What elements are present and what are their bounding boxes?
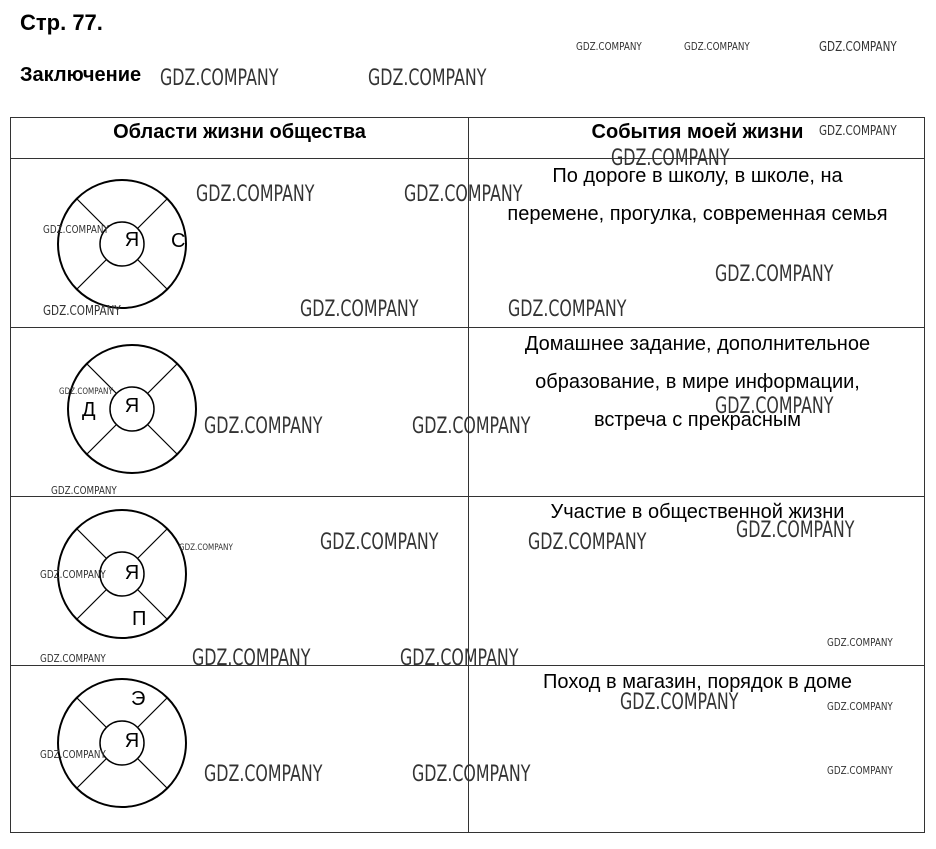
center-label: Я <box>124 562 140 584</box>
center-label: Я <box>124 730 140 752</box>
watermark: GDZ.COMPANY <box>40 748 106 761</box>
sector-label: П <box>132 608 147 630</box>
sector-label: Э <box>131 688 146 710</box>
watermark: GDZ.COMPANY <box>576 40 642 53</box>
watermark: GDZ.COMPANY <box>827 700 893 713</box>
watermark: GDZ.COMPANY <box>508 297 627 322</box>
watermark: GDZ.COMPANY <box>736 518 855 543</box>
watermark: GDZ.COMPANY <box>412 414 531 439</box>
watermark: GDZ.COMPANY <box>400 646 519 671</box>
watermark: GDZ.COMPANY <box>611 146 730 171</box>
watermark: GDZ.COMPANY <box>819 124 897 139</box>
watermark: GDZ.COMPANY <box>684 40 750 53</box>
watermark: GDZ.COMPANY <box>204 762 323 787</box>
sector-label: Д <box>82 399 96 421</box>
watermark: GDZ.COMPANY <box>196 182 315 207</box>
watermark: GDZ.COMPANY <box>404 182 523 207</box>
life-areas-table <box>10 117 925 833</box>
watermark: GDZ.COMPANY <box>715 394 834 419</box>
events-cell: По дороге в школу, в школе, на перемене, прогулка, современная семья <box>507 165 888 225</box>
watermark: GDZ.COMPANY <box>320 530 439 555</box>
header-areas: Области жизни общества <box>113 121 366 143</box>
watermark: GDZ.COMPANY <box>59 387 113 397</box>
watermark: GDZ.COMPANY <box>412 762 531 787</box>
sector-label: С <box>171 230 186 252</box>
header-events: События моей жизни <box>591 121 804 143</box>
watermark: GDZ.COMPANY <box>368 66 487 91</box>
watermark: GDZ.COMPANY <box>715 262 834 287</box>
watermark: GDZ.COMPANY <box>51 484 117 497</box>
events-cell: Поход в магазин, порядок в доме <box>543 671 852 693</box>
watermark: GDZ.COMPANY <box>192 646 311 671</box>
watermark: GDZ.COMPANY <box>300 297 419 322</box>
watermark: GDZ.COMPANY <box>827 636 893 649</box>
watermark: GDZ.COMPANY <box>43 223 109 236</box>
watermark: GDZ.COMPANY <box>43 304 121 319</box>
watermark: GDZ.COMPANY <box>179 543 233 553</box>
page-heading: Стр. 77. <box>20 10 103 35</box>
center-label: Я <box>124 229 140 251</box>
watermark: GDZ.COMPANY <box>620 690 739 715</box>
center-label: Я <box>124 395 140 417</box>
conclusion-heading: Заключение <box>20 64 142 86</box>
watermark: GDZ.COMPANY <box>40 568 106 581</box>
watermark: GDZ.COMPANY <box>819 40 897 55</box>
watermark: GDZ.COMPANY <box>528 530 647 555</box>
events-cell: Домашнее задание, дополнительное образование, в мире информации, встреча с прекрасным <box>524 333 871 431</box>
watermark: GDZ.COMPANY <box>827 764 893 777</box>
watermark: GDZ.COMPANY <box>40 652 106 665</box>
events-cell: Участие в общественной жизни <box>550 501 845 523</box>
watermark: GDZ.COMPANY <box>204 414 323 439</box>
watermark: GDZ.COMPANY <box>160 66 279 91</box>
